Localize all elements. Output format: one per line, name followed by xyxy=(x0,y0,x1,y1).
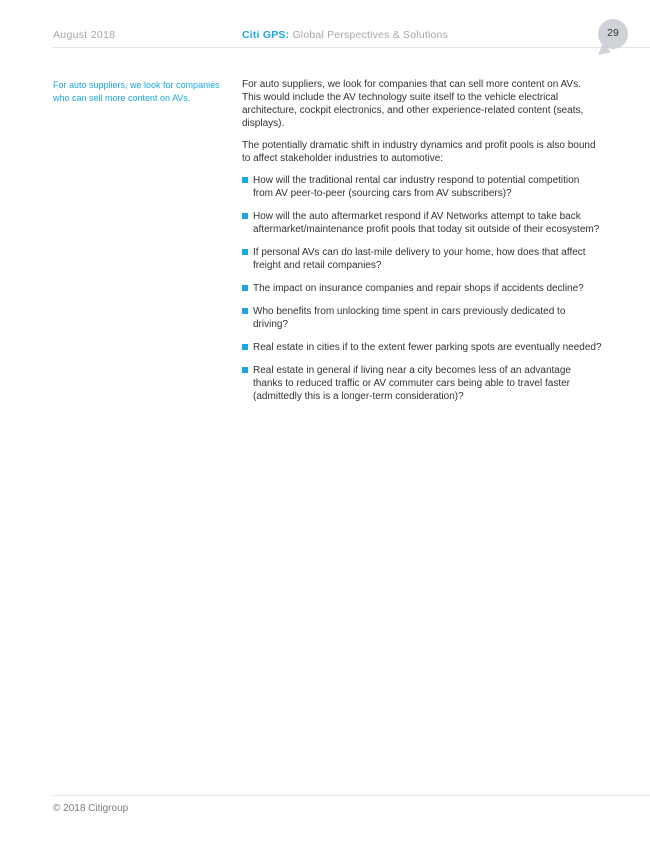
bullet-text: How will the traditional rental car industry respond to potential competition from AV peer-to-peer (sourcing cars from AV subscribers)? xyxy=(253,175,580,199)
bullet-text: How will the auto aftermarket respond if AV Networks attempt to take back aftermarket/maintenance profit pools that today sit outside of their ecosystem? xyxy=(253,211,600,235)
page-number: 29 xyxy=(607,27,619,39)
sidebar-pull-quote: For auto suppliers, we look for companies who can sell more content on AVs. xyxy=(53,80,220,103)
bullet-item xyxy=(242,364,602,403)
square-bullet-icon xyxy=(242,344,248,350)
page-number-badge xyxy=(598,19,628,49)
square-bullet-icon xyxy=(242,249,248,255)
bullet-text: Who benefits from unlocking time spent in cars previously dedicated to driving? xyxy=(253,306,566,330)
bullet-item xyxy=(242,305,602,331)
body-paragraph: The potentially dramatic shift in industry dynamics and profit pools is also bound to affect stakeholder industries to automotive: xyxy=(242,140,596,164)
header-divider xyxy=(53,47,650,48)
bullet-item xyxy=(242,210,602,236)
square-bullet-icon xyxy=(242,213,248,219)
bullet-item xyxy=(242,174,602,200)
bullet-text: Real estate in general if living near a city becomes less of an advantage thanks to reduced traffic or AV commuter cars being able to travel faster (admittedly this is a longer-term consideration)? xyxy=(253,365,571,402)
square-bullet-icon xyxy=(242,308,248,314)
page-header xyxy=(0,0,650,60)
bullet-item xyxy=(242,246,602,272)
bullet-text: If personal AVs can do last-mile delivery to your home, how does that affect freight and retail companies? xyxy=(253,247,586,271)
header-subtitle: Global Perspectives & Solutions xyxy=(292,29,449,41)
footer-copyright: © 2018 Citigroup xyxy=(53,803,129,814)
body-paragraph: For auto suppliers, we look for companies that can sell more content on AVs. This would include the AV technology suite itself to the vehicle electrical architecture, cockpit electronics, and other experience-related content (seats, displays). xyxy=(242,79,584,129)
square-bullet-icon xyxy=(242,367,248,373)
header-title xyxy=(242,29,448,41)
square-bullet-icon xyxy=(242,285,248,291)
bullet-item xyxy=(242,341,602,354)
footer-divider xyxy=(53,795,650,796)
bullet-list xyxy=(242,174,602,403)
bullet-text: Real estate in cities if to the extent fewer parking spots are eventually needed? xyxy=(253,342,602,353)
square-bullet-icon xyxy=(242,177,248,183)
header-date: August 2018 xyxy=(53,29,116,41)
bullet-text: The impact on insurance companies and repair shops if accidents decline? xyxy=(253,283,584,294)
bullet-item xyxy=(242,282,602,295)
main-content xyxy=(242,78,602,413)
header-brand: Citi GPS: xyxy=(242,29,290,41)
